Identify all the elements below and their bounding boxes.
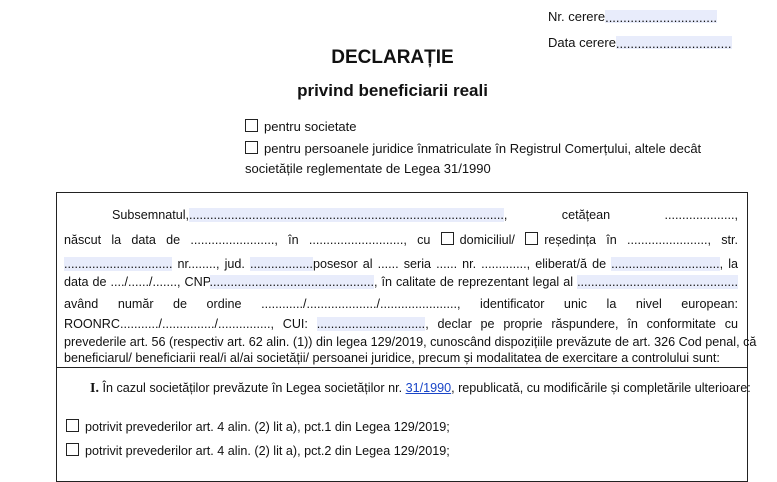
checkbox-persoane-juridice[interactable] [245,141,258,154]
county-field[interactable]: .................. [249,257,313,271]
section-1-text-b: , republicată, cu modificările și completările ulterioare: [451,381,751,395]
section-1-text-a: În cazul societăților prevăzute în Legea societăților nr. [98,381,406,395]
option-persoane-label-2: societățile reglementate de Legea 31/1990 [245,161,491,176]
city-field[interactable]: ......................., str. [627,233,739,247]
checkbox-pct1[interactable] [66,419,79,432]
form-line-3 [64,256,738,272]
form-line-7: prevederile art. 56 (respectiv art. 62 alin. (1)) din legea 129/2019, cunoscând dispozițiile prevăzute de art. 326 Cod penal, că [64,335,757,349]
checkbox-pct2[interactable] [66,443,79,456]
request-date-label: Data cerere [548,35,616,50]
company-field[interactable]: .............................................. [577,275,739,289]
check-option-pct1-label: potrivit prevederilor art. 4 alin. (2) lit a), pct.1 din Legea 129/2019; [85,420,450,434]
request-number-field[interactable]: ............................... [605,10,718,25]
checkbox-domiciliu[interactable] [441,232,454,245]
subsemnatul-label: Subsemnatul, [112,208,190,222]
check-option-pct2-label: potrivit prevederilor art. 4 alin. (2) lit a), pct.2 din Legea 129/2019; [85,444,450,458]
birth-date-field[interactable]: ........................, în [190,233,299,247]
document-subtitle: privind beneficiarii reali [297,81,488,100]
id-series-field[interactable]: ...... seria ...... nr. ............., eliberat/ă de [377,257,607,271]
checkbox-societate[interactable] [245,119,258,132]
issue-date-cnp-label: data de ..../....../......., CNP [64,275,210,289]
declare-label: , declar pe proprie răspundere, în conformitate cu [425,317,739,331]
section-divider [56,367,748,368]
request-number-label: Nr. cerere [548,9,606,24]
la-label: , la [719,257,738,271]
option-persoane-juridice-cont [245,159,491,179]
form-line-6 [64,316,738,332]
section-1-heading [90,381,751,397]
cui-field[interactable]: ............................... [316,317,426,331]
cetatean-label: , cetățean [503,208,611,222]
form-line-1 [112,207,738,223]
law-link[interactable]: 31/1990 [405,381,452,395]
request-date-field[interactable]: ................................ [615,36,732,51]
document-title: DECLARAȚIE [331,47,454,68]
form-line-5: având număr de ordine ............/..................../......................, identificator unic la nivel european: [64,297,738,311]
check-option-pct2[interactable] [66,443,450,458]
roonrc-label: ROONRC [64,317,120,331]
cnp-field[interactable]: ............................................... [209,275,374,289]
form-line-4 [64,274,738,290]
checkbox-resedinta[interactable] [525,232,538,245]
form-line-8: beneficiarul/ beneficiarii real/i al/ai societății/ persoanei juridice, precum și modalitatea de exercitare a controlului sunt: [64,351,720,365]
resedinta-label: reședința în [544,233,617,247]
citizenship-field[interactable]: ...................., [664,208,738,222]
street-field[interactable]: ............................... [64,257,173,271]
option-persoane-label-1: pentru persoanele juridice înmatriculate în Registrul Comerțului, altele decât [264,141,702,156]
issuer-field[interactable]: ............................... [611,257,720,271]
number-county-label: nr........, jud. [177,257,245,271]
form-line-2 [64,232,738,248]
option-societate[interactable] [245,117,357,137]
roonrc-field[interactable]: .........../.............../..............., CUI: [119,317,308,331]
option-persoane-juridice[interactable] [245,139,701,159]
name-field[interactable]: .......................................................................................... [189,208,504,222]
section-1-numeral: I. [90,381,99,396]
domiciliu-label: domiciliul/ [459,233,515,247]
check-option-pct1[interactable] [66,419,450,434]
born-label: născut la data de [64,233,181,247]
representative-label: , în calitate de reprezentant legal al [373,275,574,289]
request-number [548,9,717,25]
birth-place-field[interactable]: ..........................., cu [308,233,431,247]
option-societate-label: pentru societate [264,119,357,134]
posesor-label: posesor al [312,257,373,271]
